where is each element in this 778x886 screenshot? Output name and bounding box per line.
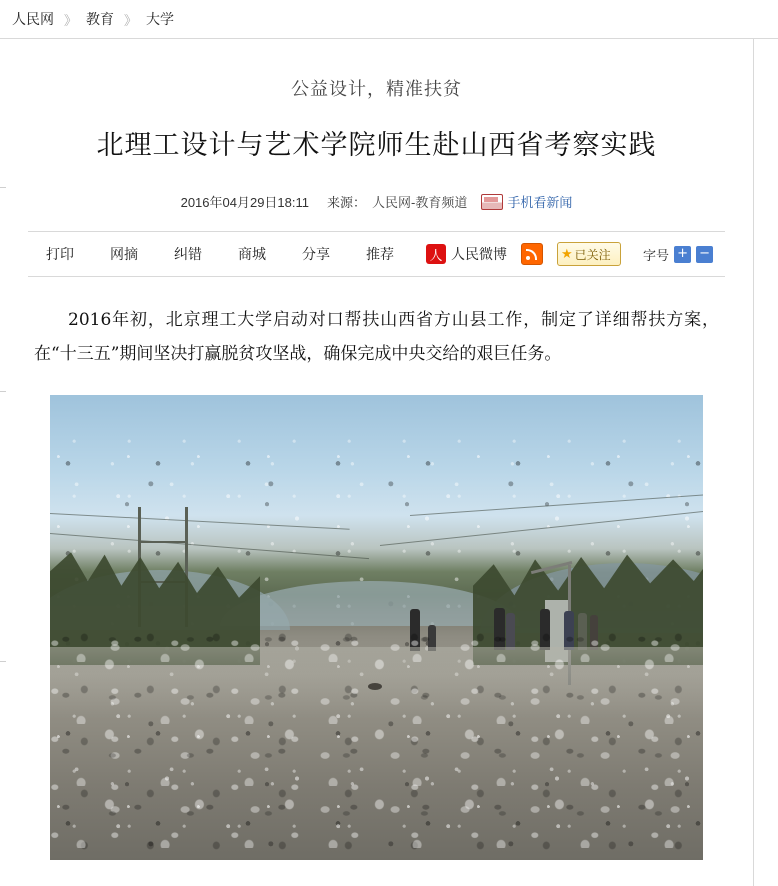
- phone-news-label: 手机看新闻: [507, 195, 573, 210]
- breadcrumb-item-1[interactable]: 教育: [86, 11, 115, 27]
- source-label: 来源：: [327, 195, 367, 210]
- rss-icon[interactable]: [521, 243, 543, 265]
- gutter-tick: [0, 661, 6, 662]
- power-wire: [50, 533, 369, 559]
- page-title: 北理工设计与艺术学院师生赴山西省考察实践: [96, 130, 657, 161]
- breadcrumb-separator-0: 》: [64, 12, 77, 28]
- star-icon: ★: [561, 246, 573, 261]
- road-gravel-texture: [50, 600, 703, 860]
- toolbar-webclip-button[interactable]: 网摘: [110, 246, 138, 262]
- road-pebble: [368, 683, 382, 690]
- breadcrumb-separator-1: 》: [124, 12, 137, 28]
- toolbar-print-button[interactable]: 打印: [46, 246, 74, 262]
- font-decrease-button[interactable]: −: [696, 246, 713, 263]
- weibo-label: 人民微博: [451, 246, 507, 262]
- phone-news-link[interactable]: [481, 192, 572, 211]
- follow-button-label: 已关注: [574, 247, 611, 262]
- article-photo: [50, 395, 703, 860]
- gutter-tick: [0, 187, 6, 188]
- gutter-tick: [0, 391, 6, 392]
- article-toolbar: [28, 231, 725, 277]
- breadcrumb-item-0[interactable]: 人民网: [12, 11, 54, 27]
- weibo-icon: 人: [426, 244, 446, 264]
- article-meta: [0, 192, 753, 211]
- article-subtitle: 公益设计，精准扶贫: [291, 79, 462, 100]
- article-column: [0, 39, 754, 886]
- source-name: 人民网-教育频道: [372, 195, 468, 210]
- breadcrumb-item-2[interactable]: 大学: [146, 11, 175, 27]
- toolbar-mall-button[interactable]: 商城: [238, 246, 266, 262]
- toolbar-report-error-button[interactable]: 纠错: [174, 246, 202, 262]
- toolbar-share-button[interactable]: 分享: [302, 246, 330, 262]
- power-wire: [50, 513, 350, 530]
- power-wire: [410, 494, 703, 516]
- weibo-link[interactable]: [426, 244, 507, 264]
- breadcrumb: [0, 0, 778, 39]
- photo-scene: [50, 395, 703, 860]
- article-body-paragraph: 2016年初，北京理工大学启动对口帮扶山西省方山县工作，制定了详细帮扶方案，在“十三五”期间坚决打赢脱贫攻坚战，确保完成中央交给的艰巨任务。: [34, 310, 719, 364]
- power-wire: [380, 511, 703, 546]
- toolbar-recommend-button[interactable]: 推荐: [366, 246, 394, 262]
- follow-button[interactable]: [557, 242, 621, 266]
- font-increase-button[interactable]: +: [674, 246, 691, 263]
- mobile-phone-icon: [481, 194, 503, 210]
- fontsize-label: 字号: [643, 247, 670, 263]
- publish-date: 2016年04月29日18:11: [180, 195, 310, 210]
- page-frame: [0, 39, 778, 886]
